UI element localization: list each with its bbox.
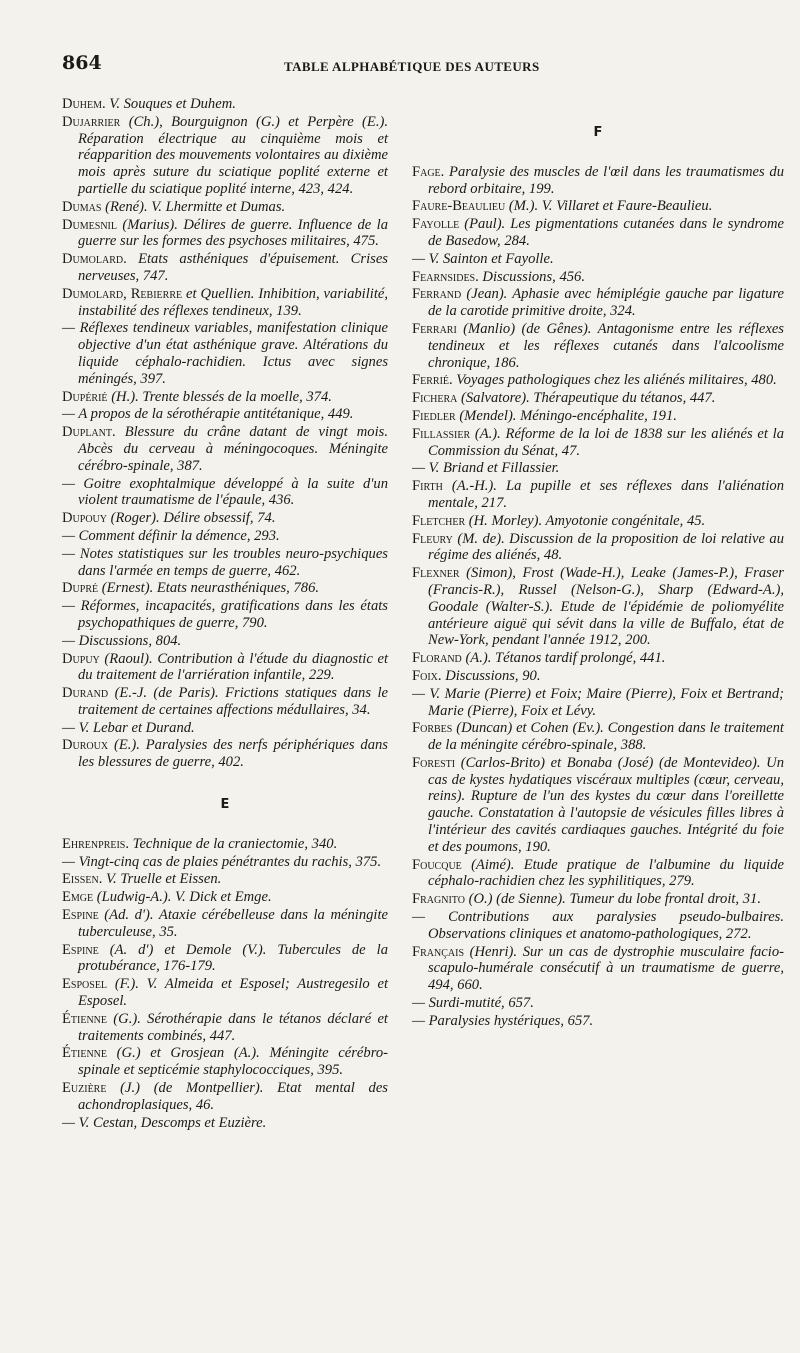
author-name: Flexner (412, 565, 460, 582)
author-name: Dumolard. (62, 251, 127, 268)
index-entry (62, 1080, 388, 1114)
author-name: Dujarrier (62, 113, 121, 130)
index-entry (62, 907, 388, 941)
entry-text: (Ch.), Bourguignon (G.) et Perpère (E.). Réparation électrique au cinquième mois et réapparition des mouvements volontaires au dixième mois après suture du sciatique poplité externe et partielle du sciatique poplité interne, 423, 424. (78, 113, 388, 197)
entry-text: — Réflexes tendineux variables, manifestation clinique objective d'un état asthénique grave. Altérations du liquide céphalo-rachidien. Ictus avec signes méningés, 397. (62, 320, 388, 387)
index-entry (62, 942, 388, 976)
index-entry (412, 164, 784, 198)
author-name: Fletcher (412, 512, 466, 529)
index-entry (412, 460, 784, 477)
entry-text: — V. Marie (Pierre) et Foix; Maire (Pierre), Foix et Bertrand; Marie (Pierre), Foix et Lévy. (412, 685, 784, 719)
section-letter-f: F (593, 125, 603, 140)
entry-text: (Ad. d'). Ataxie cérébelleuse dans la méningite tuberculeuse, 35. (78, 907, 388, 940)
entry-text: Etats asthéniques d'épuisement. Crises nerveuses, 747. (78, 251, 388, 284)
entry-text: — A propos de la sérothérapie antitétanique, 449. (62, 406, 354, 423)
index-entry (412, 390, 784, 407)
index-entry (412, 565, 784, 649)
entry-text: (Salvatore). Thérapeutique du tétanos, 447. (457, 390, 716, 407)
index-entry (412, 286, 784, 320)
entry-text: (A.). Réforme de la loi de 1838 sur les aliénés et la Commission du Sénat, 47. (428, 425, 784, 459)
index-entry (62, 1115, 388, 1132)
author-name: Esposel (62, 976, 108, 993)
entries-d (62, 96, 388, 771)
author-name: Emge (62, 889, 94, 906)
entry-text: (E.-J. (de Paris). Frictions statiques dans le traitement de certaines affections médullaires, 34. (78, 685, 388, 718)
entry-text: (Raoul). Contribution à l'étude du diagnostic et du traitement de l'arriération infantile, 229. (78, 650, 388, 684)
index-entry (62, 286, 388, 320)
author-name: Foix. (412, 667, 442, 684)
entry-text: (G.) et Grosjean (A.). Méningite cérébro-spinale et septicémie staphylococciques, 395. (78, 1045, 388, 1079)
author-name: Faure-Beaulieu (412, 198, 506, 215)
entry-text: (F.). V. Almeida et Esposel; Austregesilo et Esposel. (78, 976, 388, 1010)
index-entry (412, 372, 784, 389)
index-entry (412, 198, 784, 215)
entry-text: Paralysie des muscles de l'œil dans les traumatismes du rebord orbitaire, 199. (428, 163, 784, 197)
index-entry (412, 251, 784, 268)
index-entry (412, 686, 784, 720)
entries-e (62, 836, 388, 1132)
index-entry (62, 199, 388, 216)
index-entry (412, 857, 784, 891)
index-entry (62, 871, 388, 888)
index-entry (62, 598, 388, 632)
index-entry (412, 321, 784, 371)
entry-text: (A.). Tétanos tardif prolongé, 441. (461, 650, 666, 667)
index-entry (412, 944, 784, 994)
entry-text: (Mendel). Méningo-encéphalite, 191. (455, 407, 677, 424)
author-name: Dumas (62, 198, 102, 215)
index-entry (62, 528, 388, 545)
index-entry (62, 1011, 388, 1045)
index-entry (62, 510, 388, 527)
author-name: Foresti (412, 754, 456, 771)
entry-text: V. Souques et Duhem. (105, 96, 236, 112)
entry-text: — Vingt-cinq cas de plaies pénétrantes du rachis, 375. (62, 853, 382, 870)
entry-text: (René). V. Lhermitte et Dumas. (101, 198, 286, 215)
entry-text: (Ernest). Etats neurasthéniques, 786. (98, 580, 320, 597)
index-entry (62, 720, 388, 737)
index-entry (412, 513, 784, 530)
entry-text: (Henri). Sur un cas de dystrophie musculaire facio-scapulo-humérale consécutif à un traumatisme de guerre, 494, 660. (428, 943, 784, 994)
entry-text: (M. de). Discussion de la proposition de loi relative au régime des aliénés, 48. (428, 530, 784, 564)
index-entry (412, 755, 784, 856)
author-name: Espine (62, 907, 99, 924)
index-entry (62, 476, 388, 510)
index-entry (412, 269, 784, 286)
entry-text: Voyages pathologiques chez les aliénés militaires, 480. (452, 372, 777, 389)
index-entry (62, 836, 388, 853)
index-entry (412, 478, 784, 512)
index-entry (62, 737, 388, 771)
entry-text: et Quellien. Inhibition, variabilité, instabilité des réflexes tendineux, 139. (78, 285, 389, 319)
entry-text: (Simon), Frost (Wade-H.), Leake (James-P.), Fraser (Francis-R.), Russel (Nelson-G.), Sharp (Edward-A.), Goodale (Walter-S.). Etude de l'épidémie de poliomyélite antérieure aiguë qui sévit dans la ville de Buffalo, état de New-York, pendant l'année 1912, 200. (428, 565, 784, 649)
entry-text: — V. Cestan, Descomps et Euzière. (62, 1114, 267, 1131)
author-name: Étienne (62, 1010, 108, 1027)
entry-text: (M.). V. Villaret et Faure-Beaulieu. (505, 198, 713, 215)
author-name: Dupuy (62, 650, 100, 667)
entry-text: (Aimé). Etude pratique de l'albumine du liquide céphalo-rachidien chez les syphilitiques, 279. (428, 856, 784, 890)
index-entry (62, 217, 388, 251)
entry-text: (Manlio) (de Gênes). Antagonisme entre les réflexes tendineux et les réflexes cutanés dans l'alcoolisme chronique, 186. (428, 320, 784, 371)
left-column (62, 96, 388, 1132)
index-entry (62, 633, 388, 650)
author-name: Duroux (62, 737, 109, 754)
entry-text: (Marius). Délires de guerre. Influence de la guerre sur les formes des psychoses militaires, 475. (78, 216, 388, 250)
entry-text: (Paul). Les pigmentations cutanées dans le syndrome de Basedow, 284. (428, 216, 784, 249)
entry-text: — Contributions aux paralysies pseudo-bulbaires. Observations cliniques et anatomo-pathologiques, 272. (412, 909, 784, 942)
entry-text: — V. Briand et Fillassier. (412, 460, 560, 477)
entry-text: Discussions, 90. (441, 667, 541, 684)
entry-text: — Notes statistiques sur les troubles neuro-psychiques dans l'armée en temps de guerre, 462. (62, 545, 388, 579)
author-name: Fichera (412, 390, 458, 407)
author-name: Fearnsides. (412, 268, 479, 285)
entry-text: — Discussions, 804. (62, 632, 182, 649)
index-entry (412, 216, 784, 250)
right-column (412, 125, 784, 1031)
author-name: Fillassier (412, 425, 471, 442)
author-name: Fiedler (412, 407, 456, 424)
entry-text: (Jean). Aphasie avec hémiplégie gauche par ligature de la carotide primitive droite, 324. (428, 286, 784, 320)
index-entry (62, 685, 388, 719)
entry-text: (G.). Sérothérapie dans le tétanos déclaré et traitements combinés, 447. (78, 1010, 388, 1044)
author-name: Florand (412, 650, 462, 667)
entry-text: (O.) (de Sienne). Tumeur du lobe frontal droit, 31. (464, 891, 761, 908)
entry-text: Technique de la craniectomie, 340. (129, 835, 338, 852)
author-name: Firth (412, 478, 443, 495)
entry-text: (J.) (de Montpellier). Etat mental des achondroplasiques, 46. (78, 1080, 388, 1113)
author-name: Duplant. (62, 424, 116, 441)
index-entry (412, 426, 784, 460)
entry-text: V. Truelle et Eissen. (102, 871, 222, 888)
index-entry (62, 96, 388, 113)
author-name: Dupérié (62, 388, 108, 405)
author-name: Ferrié. (412, 372, 453, 389)
author-name: Espine (62, 941, 99, 958)
entry-text: — Surdi-mutité, 657. (412, 995, 534, 1012)
entry-text: — Goitre exophtalmique développé à la suite d'un violent traumatisme de l'épaule, 436. (62, 475, 388, 509)
running-title: TABLE ALPHABÉTIQUE DES AUTEURS (284, 59, 540, 74)
index-entry (412, 891, 784, 908)
author-name: Fage. (412, 163, 445, 180)
author-name: Dumesnil (62, 216, 117, 233)
entry-text: (H. Morley). Amyotonie congénitale, 45. (465, 512, 706, 529)
entry-text: — Réformes, incapacités, gratifications dans les états psychopathiques de guerre, 790. (62, 598, 388, 631)
author-name: Ferrari (412, 320, 457, 337)
author-name: Euzière (62, 1080, 107, 1097)
index-entry (62, 546, 388, 580)
entry-text: (H.). Trente blessés de la moelle, 374. (107, 388, 332, 405)
section-letter-e: E (220, 797, 230, 813)
author-name: Durand (62, 685, 109, 702)
entry-text: (Carlos-Brito) et Bonaba (José) (de Montevideo). Un cas de kystes hydatiques viscéraux multiples (cœur, cerveau, reins). Rupture de l'un des kystes du cœur dans l'oreillette gauche. Constatation à l'autopsie de vésicules filles libres à l'intérieur des cavités cardiaques gauches. Intégrité du foie et des poumons, 190. (428, 754, 784, 855)
index-entry (62, 854, 388, 871)
author-name: Forbes (412, 720, 453, 737)
index-entry (62, 889, 388, 906)
index-entry (412, 995, 784, 1012)
index-entry (62, 389, 388, 406)
index-entry (412, 909, 784, 943)
author-name: Dupré (62, 580, 99, 597)
index-entry (412, 531, 784, 565)
author-name: Étienne (62, 1045, 108, 1062)
author-name: Fragnito (412, 891, 465, 908)
index-entry (412, 720, 784, 754)
index-entry (62, 114, 388, 198)
author-name: Dumolard, Rebierre (62, 285, 183, 302)
author-name: Duhem. (62, 96, 106, 112)
index-entry (62, 1045, 388, 1079)
author-name: Ferrand (412, 286, 462, 303)
entry-text: — Comment définir la démence, 293. (62, 527, 280, 544)
index-entry (62, 580, 388, 597)
entry-text: — V. Lebar et Durand. (62, 719, 195, 736)
index-entry (412, 408, 784, 425)
entry-text: Blessure du crâne datant de vingt mois. Abcès du cerveau à méningocoques. Méningite cérébro-spinale, 387. (78, 424, 388, 474)
entry-text: — Paralysies hystériques, 657. (412, 1012, 594, 1029)
index-entry (412, 650, 784, 667)
entry-text: (E.). Paralysies des nerfs périphériques dans les blessures de guerre, 402. (78, 737, 388, 771)
index-entry (62, 976, 388, 1010)
entry-text: (Roger). Délire obsessif, 74. (107, 510, 276, 527)
author-name: Ehrenpreis. (62, 835, 130, 852)
author-name: Fayolle (412, 216, 460, 233)
entry-text: Discussions, 456. (478, 268, 585, 285)
author-name: Dupouy (62, 510, 107, 527)
page-number: 864 (62, 52, 102, 74)
index-entry (62, 251, 388, 285)
entries-f (412, 164, 784, 1030)
index-entry (62, 424, 388, 474)
author-name: Fleury (412, 530, 453, 547)
index-entry (412, 668, 784, 685)
entry-text: (Duncan) et Cohen (Ev.). Congestion dans le traitement de la méningite cérébro-spinale, 388. (428, 720, 784, 754)
entry-text: — V. Sainton et Fayolle. (412, 250, 554, 267)
index-entry (62, 320, 388, 387)
index-entry (412, 1013, 784, 1030)
entry-text: (A. d') et Demole (V.). Tubercules de la protubérance, 176-179. (78, 941, 388, 975)
page-header (62, 52, 740, 78)
index-entry (62, 651, 388, 685)
entry-text: (Ludwig-A.). V. Dick et Emge. (93, 889, 272, 906)
entry-text: (A.-H.). La pupille et ses réflexes dans l'aliénation mentale, 217. (428, 478, 784, 511)
author-name: Eissen. (62, 871, 103, 888)
index-entry (62, 406, 388, 423)
author-name: Français (412, 943, 465, 960)
author-name: Foucque (412, 856, 462, 873)
